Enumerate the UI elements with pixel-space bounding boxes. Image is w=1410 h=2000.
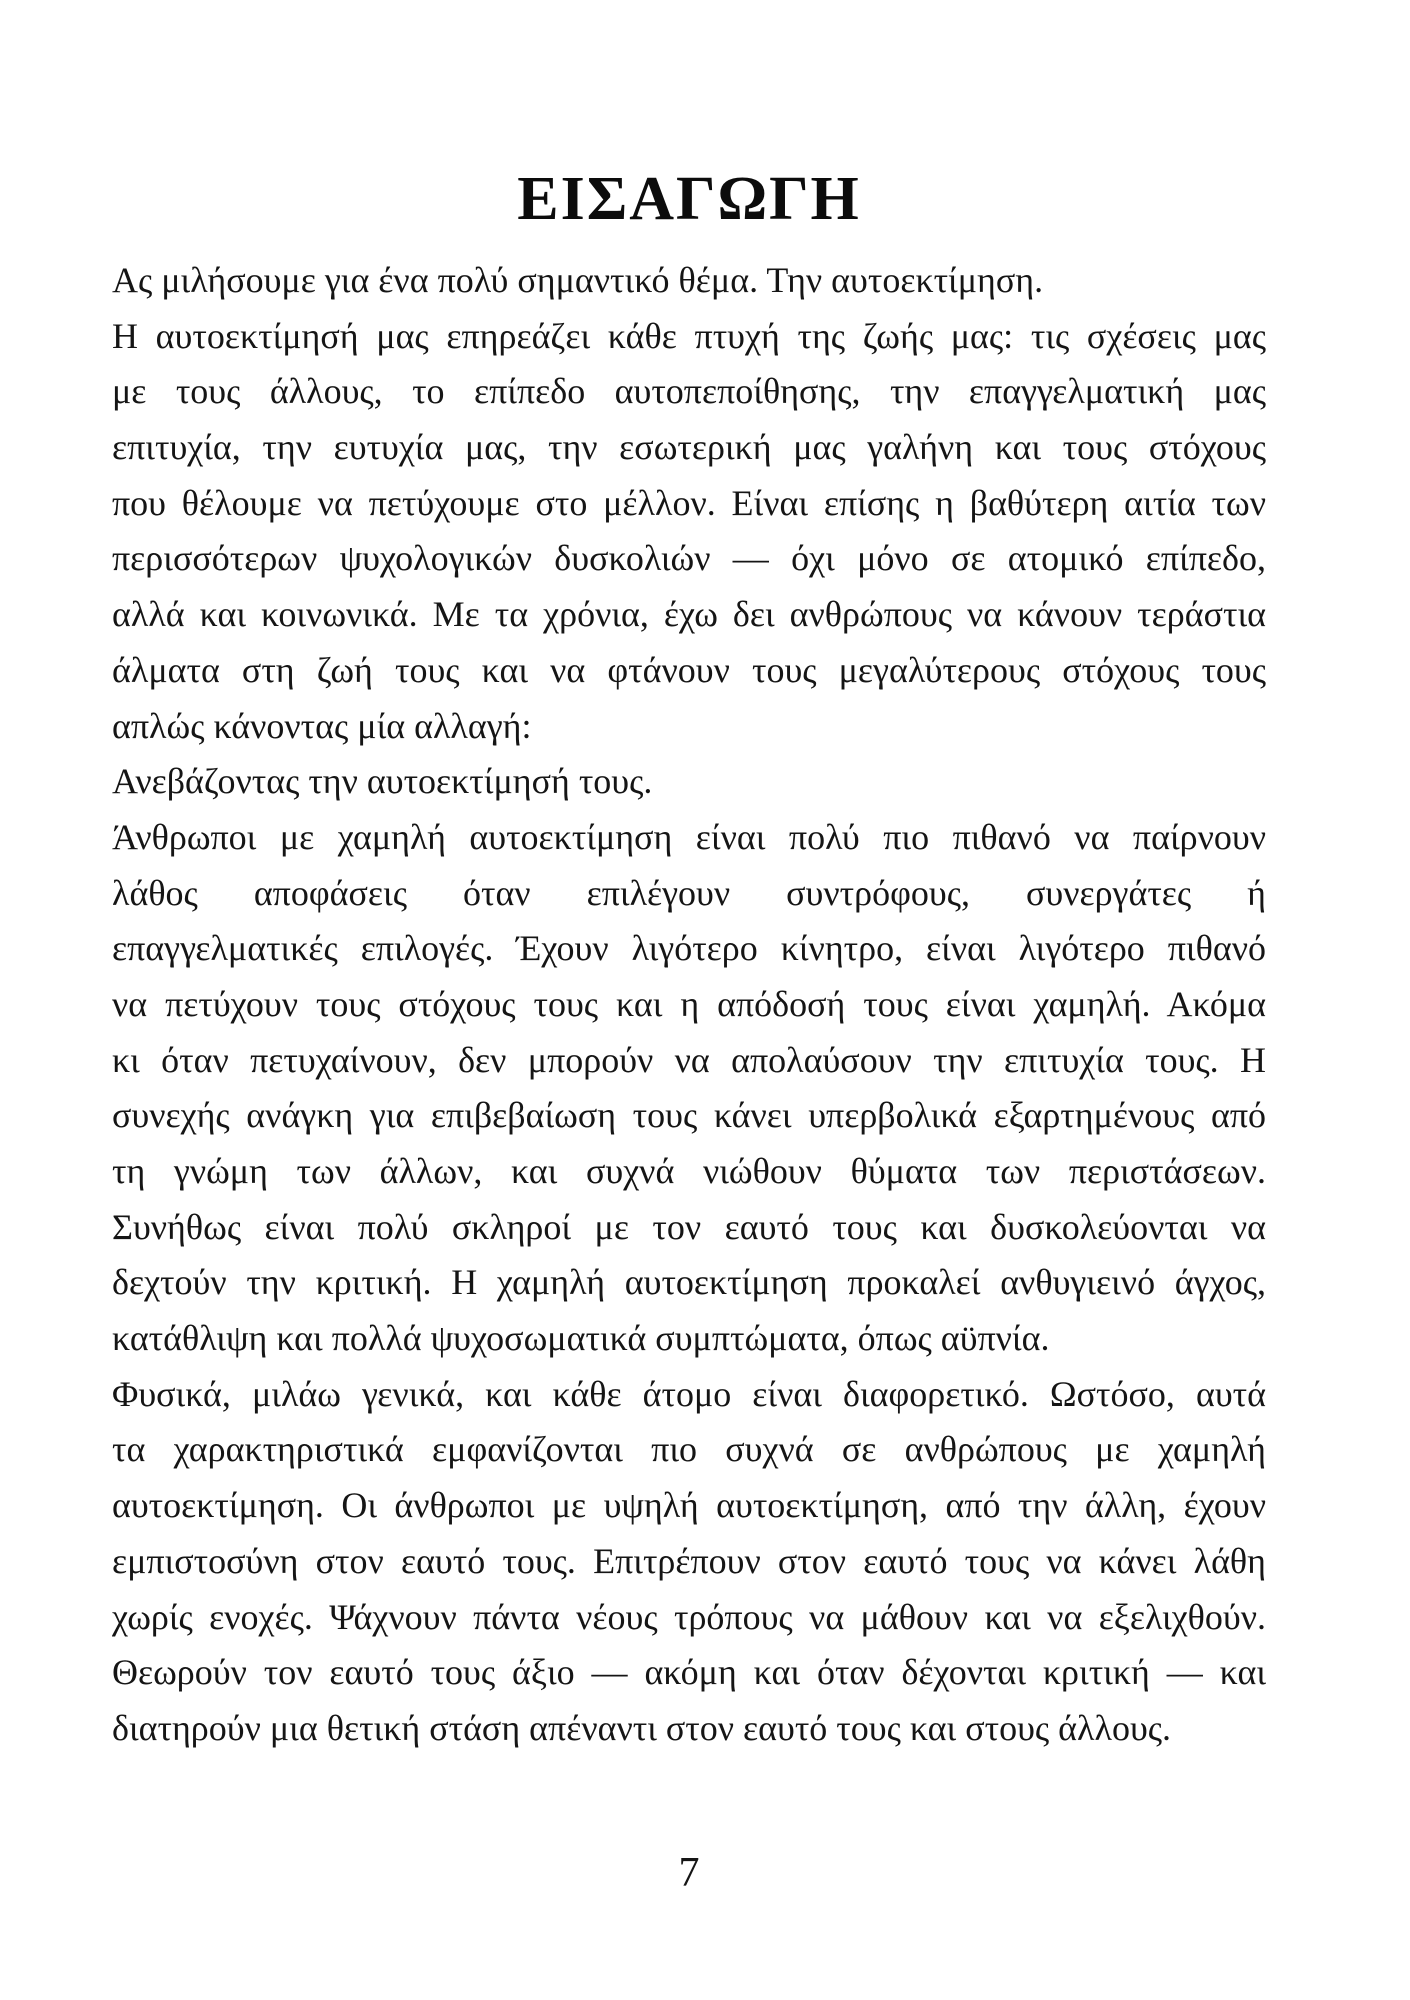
text-line: κι όταν πετυχαίνουν, δεν μπορούν να απολαύσουν την επιτυχία τους. Η	[112, 1039, 1266, 1080]
text-line: τα χαρακτηριστικά εμφανίζονται πιο συχνά σε ανθρώπους με χαμηλή	[112, 1429, 1266, 1470]
text-line: άλματα στη ζωή τους και να φτάνουν τους μεγαλύτερους στόχους τους	[112, 649, 1266, 690]
text-line: Ανεβάζοντας την αυτοεκτίμησή τους.	[112, 761, 653, 802]
text-line: Συνήθως είναι πολύ σκληροί με τον εαυτό τους και δυσκολεύονται να	[112, 1206, 1266, 1247]
text-line: που θέλουμε να πετύχουμε στο μέλλον. Είναι επίσης η βαθύτερη αιτία των	[112, 482, 1266, 523]
chapter-title: ΕΙΣΑΓΩΓΗ	[517, 164, 861, 233]
text-line: διατηρούν μια θετική στάση απέναντι στον εαυτό τους και στους άλλους.	[112, 1707, 1172, 1748]
body-text	[112, 253, 1266, 1757]
text-line: συνεχής ανάγκη για επιβεβαίωση τους κάνει υπερβολικά εξαρτημένους από	[112, 1095, 1266, 1136]
text-line: κατάθλιψη και πολλά ψυχοσωματικά συμπτώματα, όπως αϋπνία.	[112, 1318, 1050, 1359]
text-line: αλλά και κοινωνικά. Με τα χρόνια, έχω δει ανθρώπους να κάνουν τεράστια	[112, 594, 1266, 635]
text-line: τη γνώμη των άλλων, και συχνά νιώθουν θύματα των περιστάσεων.	[112, 1151, 1266, 1191]
text-line: επιτυχία, την ευτυχία μας, την εσωτερική μας γαλήνη και τους στόχους	[112, 427, 1266, 468]
text-line: Ας μιλήσουμε για ένα πολύ σημαντικό θέμα. Την αυτοεκτίμηση.	[112, 260, 1044, 300]
text-line: λάθος αποφάσεις όταν επιλέγουν συντρόφους, συνεργάτες ή	[112, 872, 1266, 913]
text-line: αυτοεκτίμηση. Οι άνθρωποι με υψηλή αυτοεκτίμηση, από την άλλη, έχουν	[112, 1485, 1266, 1526]
text-line: με τους άλλους, το επίπεδο αυτοπεποίθησης, την επαγγελματική μας	[112, 371, 1266, 412]
text-line: Άνθρωποι με χαμηλή αυτοεκτίμηση είναι πολύ πιο πιθανό να παίρνουν	[112, 816, 1266, 857]
text-line: απλώς κάνοντας μία αλλαγή:	[112, 705, 532, 746]
text-line: χωρίς ενοχές. Ψάχνουν πάντα νέους τρόπους να μάθουν και να εξελιχθούν.	[112, 1596, 1266, 1637]
text-line: Θεωρούν τον εαυτό τους άξιο — ακόμη και όταν δέχονται κριτική — και	[112, 1652, 1266, 1693]
text-line: να πετύχουν τους στόχους τους και η απόδοσή τους είναι χαμηλή. Ακόμα	[112, 983, 1266, 1024]
text-line: δεχτούν την κριτική. Η χαμηλή αυτοεκτίμηση προκαλεί ανθυγιεινό άγχος,	[112, 1262, 1266, 1303]
text-line: εμπιστοσύνη στον εαυτό τους. Επιτρέπουν στον εαυτό τους να κάνει λάθη	[112, 1540, 1266, 1581]
text-line: επαγγελματικές επιλογές. Έχουν λιγότερο κίνητρο, είναι λιγότερο πιθανό	[112, 928, 1266, 969]
page-number: 7	[678, 1850, 700, 1896]
text-line: περισσότερων ψυχολογικών δυσκολιών — όχι μόνο σε ατομικό επίπεδο,	[112, 538, 1266, 579]
text-line: Φυσικά, μιλάω γενικά, και κάθε άτομο είναι διαφορετικό. Ωστόσο, αυτά	[112, 1373, 1266, 1414]
text-line: Η αυτοεκτίμησή μας επηρεάζει κάθε πτυχή της ζωής μας: τις σχέσεις μας	[112, 315, 1266, 356]
